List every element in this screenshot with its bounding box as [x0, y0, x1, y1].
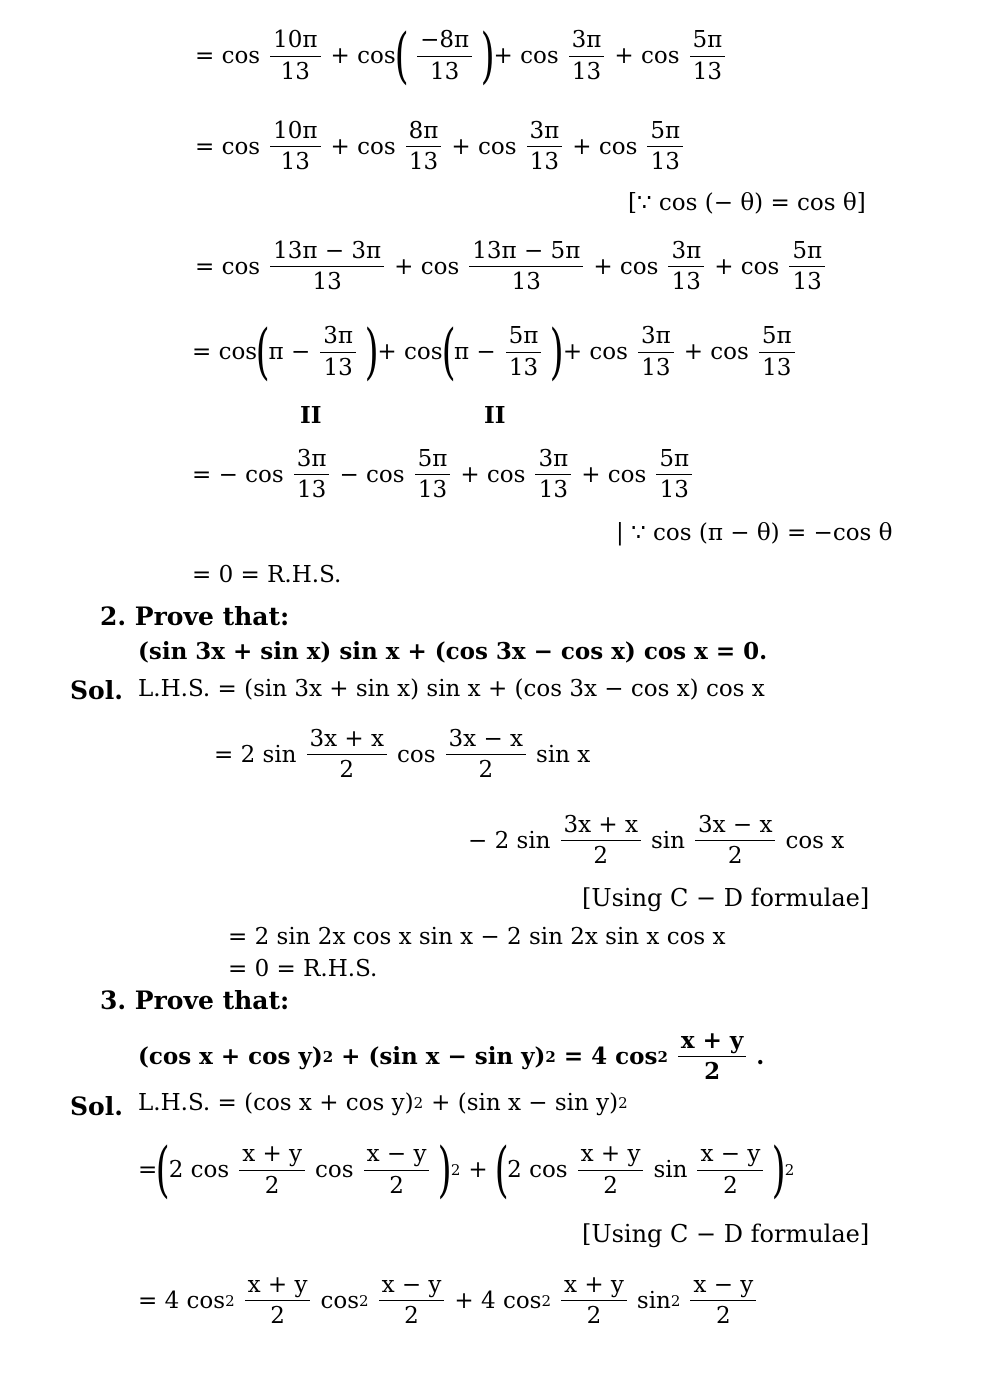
fraction: [294, 446, 330, 504]
numerator: 10π: [270, 27, 320, 56]
minus-2-sin: − 2 sin: [468, 827, 551, 854]
denominator: 13: [280, 58, 310, 85]
period: .: [756, 1043, 765, 1071]
question-2-statement: (sin 3x + sin x) sin x + (cos 3x − cos x) cos x = 0.: [138, 638, 768, 665]
solution-line: [138, 1090, 628, 1116]
quadrant-label: II: [300, 402, 322, 429]
denominator: 13: [408, 149, 439, 176]
equals-minus-cos: = − cos: [192, 461, 284, 488]
numerator: x + y: [245, 1272, 311, 1301]
square: 2: [322, 1047, 334, 1066]
solution-label: Sol.: [70, 676, 123, 705]
right-paren: ): [364, 317, 379, 387]
square: 2: [657, 1047, 668, 1066]
denominator: 13: [538, 477, 568, 504]
question-2-heading: 2. Prove that:: [100, 602, 290, 631]
equals-cos: = cos: [195, 133, 261, 160]
q2-step-2: [468, 812, 844, 870]
numerator: 5π: [647, 118, 683, 147]
q3-step-1: [138, 1135, 795, 1205]
fraction: [406, 118, 442, 176]
numerator: x − y: [697, 1141, 763, 1170]
fraction: [270, 27, 320, 85]
numerator: 8π: [406, 118, 442, 147]
rhs-4cos: = 4 cos: [563, 1043, 658, 1071]
left-paren: (: [394, 21, 409, 91]
denominator: 13: [650, 149, 680, 176]
equals-cos: = cos: [195, 43, 261, 69]
numerator: 5π: [506, 323, 542, 352]
plus-cos: + cos: [714, 253, 780, 280]
plus-cos: + cos: [683, 339, 749, 365]
equation-line-3: [195, 238, 835, 296]
square: 2: [541, 1291, 552, 1310]
denominator: 2: [404, 1303, 419, 1330]
numerator: 3π: [569, 27, 605, 56]
numerator: 3π: [638, 323, 674, 352]
quadrant-label: II: [484, 402, 506, 429]
fraction: [527, 118, 563, 176]
fraction: [561, 812, 641, 870]
fraction: [379, 1272, 445, 1330]
formula-note: [Using C − D formulae]: [582, 884, 870, 912]
fraction: [245, 1272, 311, 1330]
denominator: 13: [323, 354, 353, 381]
numerator: 3x − x: [446, 726, 526, 755]
denominator: 2: [723, 1172, 738, 1199]
numerator: 10π: [270, 118, 320, 147]
denominator: 13: [312, 269, 342, 296]
numerator: 3π: [535, 446, 571, 475]
equals-2-sin: = 2 sin: [214, 741, 297, 768]
fraction: [690, 27, 726, 85]
left-paren: (: [441, 317, 456, 387]
fraction: [469, 238, 583, 296]
equation-line-1: [195, 21, 735, 91]
sin-term: sin: [653, 1157, 688, 1183]
numerator: x + y: [239, 1141, 305, 1170]
denominator: 13: [511, 269, 541, 296]
sin-term: sin: [650, 827, 685, 854]
fraction: [695, 812, 775, 870]
denominator: 13: [571, 58, 602, 85]
right-paren: ): [480, 21, 495, 91]
plus-cos: + cos: [572, 133, 638, 160]
plus: +: [468, 1157, 488, 1183]
numerator: 5π: [789, 238, 825, 267]
square: 2: [413, 1094, 424, 1112]
equals: =: [138, 1157, 158, 1183]
fraction: [678, 1028, 746, 1086]
formula-note: [Using C − D formulae]: [582, 1220, 870, 1248]
plus-cos: + cos: [394, 253, 460, 280]
fraction: [307, 726, 387, 784]
denominator: 2: [716, 1303, 731, 1330]
mid-term: + (sin x − sin y): [431, 1090, 619, 1116]
square: 2: [450, 1161, 461, 1179]
numerator: 3x + x: [307, 726, 387, 755]
fraction: [446, 726, 526, 784]
equals-cos: = cos: [192, 339, 258, 365]
reason-note-2: | ∵ cos (π − θ) = −cos θ: [616, 520, 893, 546]
question-3-heading: 3. Prove that:: [100, 986, 290, 1015]
square: 2: [225, 1291, 235, 1310]
numerator: x − y: [364, 1141, 430, 1170]
fraction: [697, 1141, 763, 1199]
numerator: 5π: [415, 446, 451, 475]
denominator: 2: [603, 1172, 618, 1199]
lhs-term: L.H.S. = (cos x + cos y): [138, 1090, 414, 1116]
fraction: [561, 1272, 627, 1330]
cos-x: cos x: [785, 827, 845, 854]
fraction: [668, 238, 704, 296]
numerator: 3x + x: [561, 812, 641, 841]
result-line: = 0 = R.H.S.: [192, 562, 342, 588]
plus-cos: + cos: [377, 339, 443, 365]
plus-cos: + cos: [460, 461, 526, 488]
lhs-term: (cos x + cos y): [138, 1043, 323, 1071]
square: 2: [359, 1291, 369, 1310]
cos-term: cos: [320, 1287, 360, 1314]
denominator: 13: [429, 58, 460, 85]
equation-line-5: [192, 446, 702, 504]
numerator: 3π: [320, 323, 356, 352]
reason-text: ∵ cos (π − θ) = −cos θ: [631, 520, 893, 546]
numerator: 13π − 3π: [270, 238, 384, 267]
fraction: [506, 323, 542, 381]
reason-note-1: [∵ cos (− θ) = cos θ]: [628, 190, 866, 216]
denominator: 13: [296, 477, 327, 504]
fraction: [638, 323, 674, 381]
numerator: 13π − 5π: [469, 238, 583, 267]
plus-cos: + cos: [614, 43, 680, 69]
denominator: 2: [586, 1303, 602, 1330]
question-3-statement: [138, 1028, 764, 1086]
fraction: [656, 446, 692, 504]
numerator: 3π: [527, 118, 563, 147]
plus-cos: + cos: [451, 133, 517, 160]
fraction: [647, 118, 683, 176]
denominator: 2: [339, 757, 355, 784]
numerator: x + y: [561, 1272, 627, 1301]
left-paren: (: [155, 1135, 171, 1205]
denominator: 13: [692, 58, 723, 85]
sin-x: sin x: [536, 741, 591, 768]
fraction: [320, 323, 356, 381]
denominator: 2: [704, 1058, 721, 1086]
fraction: [759, 323, 795, 381]
sin-term: sin: [636, 1287, 671, 1314]
denominator: 13: [529, 149, 560, 176]
denominator: 2: [270, 1303, 285, 1330]
plus-cos: + cos: [581, 461, 647, 488]
numerator: 5π: [759, 323, 795, 352]
numerator: 3π: [294, 446, 330, 475]
plus-cos: + cos: [562, 339, 628, 365]
equation-line-4: [192, 317, 805, 387]
right-paren: ): [438, 1135, 453, 1205]
plus-cos: + cos: [493, 43, 559, 69]
denominator: 13: [641, 354, 671, 381]
plus-cos: + cos: [593, 253, 659, 280]
numerator: 3x − x: [695, 812, 775, 841]
fraction: [415, 446, 451, 504]
numerator: x − y: [690, 1272, 756, 1301]
denominator: 13: [792, 269, 822, 296]
numerator: 5π: [690, 27, 726, 56]
fraction: [239, 1141, 305, 1199]
left-paren: (: [255, 317, 270, 387]
fraction: [789, 238, 825, 296]
denominator: 2: [478, 757, 494, 784]
plus-cos: + cos: [330, 43, 396, 69]
q2-step-1: [214, 726, 590, 784]
fraction: [364, 1141, 430, 1199]
fraction: [535, 446, 571, 504]
plus-4-cos: + 4 cos: [454, 1287, 542, 1314]
minus-cos: − cos: [339, 461, 405, 488]
numerator: x + y: [578, 1141, 644, 1170]
solution-label: Sol.: [70, 1092, 123, 1121]
denominator: 2: [593, 843, 609, 870]
2-cos: 2 cos: [168, 1157, 230, 1183]
fraction: [270, 118, 320, 176]
q3-step-2: [138, 1272, 766, 1330]
fraction: [578, 1141, 644, 1199]
q2-step-3: = 2 sin 2x cos x sin x − 2 sin 2x sin x cos x: [228, 924, 726, 950]
square: 2: [545, 1047, 556, 1066]
mid-term: + (sin x − sin y): [341, 1043, 546, 1071]
denominator: 13: [417, 477, 448, 504]
denominator: 13: [671, 269, 701, 296]
fraction: [569, 27, 605, 85]
cos-term: cos: [315, 1157, 354, 1183]
denominator: 13: [508, 354, 539, 381]
equation-line-2: [195, 118, 693, 176]
q2-step-4: = 0 = R.H.S.: [228, 956, 378, 982]
square: 2: [784, 1161, 795, 1179]
denominator: 13: [762, 354, 792, 381]
fraction: [417, 27, 472, 85]
numerator: x + y: [678, 1028, 746, 1057]
fraction: [690, 1272, 756, 1330]
fraction: [270, 238, 384, 296]
square: 2: [618, 1094, 628, 1112]
2-cos: 2 cos: [507, 1157, 568, 1183]
pi-minus: π −: [268, 339, 311, 365]
plus-cos: + cos: [330, 133, 396, 160]
numerator: −8π: [417, 27, 472, 56]
denominator: 13: [659, 477, 689, 504]
denominator: 2: [727, 843, 743, 870]
right-paren: ): [771, 1135, 787, 1205]
numerator: x − y: [379, 1272, 445, 1301]
solution-line: L.H.S. = (sin 3x + sin x) sin x + (cos 3x − cos x) cos x: [138, 676, 765, 702]
numerator: 3π: [668, 238, 704, 267]
square: 2: [670, 1291, 681, 1310]
denominator: 13: [280, 149, 310, 176]
pi-minus: π −: [453, 339, 496, 365]
numerator: 5π: [656, 446, 692, 475]
right-paren: ): [550, 317, 565, 387]
left-paren: (: [494, 1135, 509, 1205]
equals-cos: = cos: [195, 253, 261, 280]
denominator: 2: [389, 1172, 404, 1199]
denominator: 2: [264, 1172, 280, 1199]
cos-term: cos: [396, 741, 436, 768]
equals-4-cos: = 4 cos: [138, 1287, 226, 1314]
